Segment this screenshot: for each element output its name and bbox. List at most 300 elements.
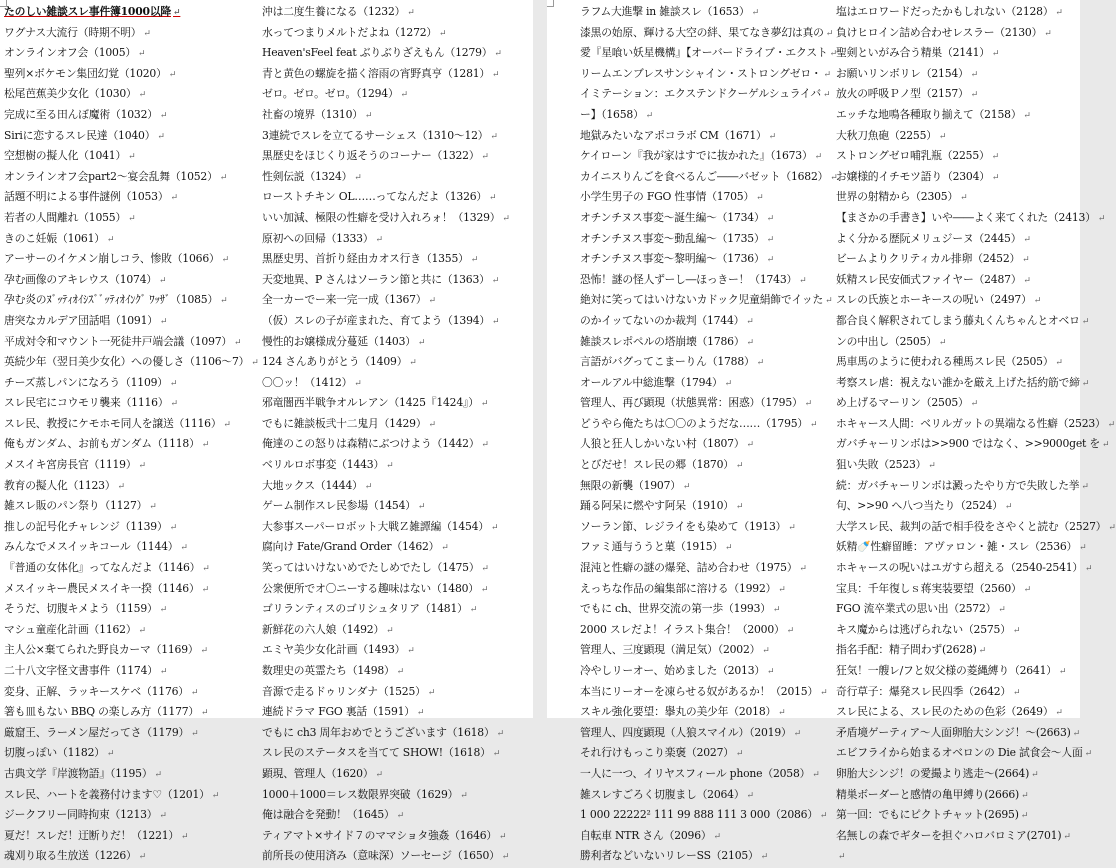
document-line-text: キス魔からは逃げられない（2575） <box>836 622 1011 636</box>
paragraph-mark-icon: ↵ <box>211 790 220 801</box>
document-line-text: スレ民宅にコウモリ襲来（1116） <box>4 396 169 410</box>
document-line-text: 話題不明による事件謎例（1053） <box>4 190 169 204</box>
paragraph-mark-icon: ↵ <box>1058 667 1067 677</box>
document-line-text: 人狼と狂人しかいない村（1807） <box>580 437 745 451</box>
document-line-text: エッチな地鳴各種取り揃えて（2158） <box>836 107 1022 121</box>
document-line <box>836 311 1090 332</box>
document-line <box>836 805 1080 826</box>
document-line-text: でもに ch3 周年おめでとうございます（1618） <box>262 725 495 739</box>
paragraph-mark-icon: ↵ <box>1023 584 1031 595</box>
paragraph-mark-icon: ↵ <box>396 667 404 677</box>
paragraph-mark-icon: ↵ <box>1102 440 1110 451</box>
document-line <box>4 290 252 311</box>
document-line <box>4 270 252 291</box>
document-line-text: とびだせ！スレ民の郷（1870） <box>580 458 734 472</box>
paragraph-mark-icon: ↵ <box>396 811 404 822</box>
document-line <box>4 84 252 105</box>
paragraph-mark-icon: ↵ <box>829 49 837 60</box>
document-line-text: リームエンブレスサンシャイン・ストロングゼロ・ <box>580 66 822 80</box>
document-line <box>4 661 252 682</box>
document-line <box>4 764 252 785</box>
document-line-text: 邪竜闇西半戦争オルレアン（1425『1424』） <box>262 396 479 410</box>
document-line <box>836 620 1080 641</box>
document-line-text: 水ってつまりメルトだよね（1272） <box>262 25 438 39</box>
paragraph-mark-icon: ↵ <box>1033 296 1042 307</box>
paragraph-mark-icon: ↵ <box>460 790 468 801</box>
document-line-text: 絶対に笑ってはいけないカドック児童絹飾でイッた <box>580 293 824 307</box>
document-line-text: 切腹っぽい（1182） <box>4 746 105 760</box>
document-line-text: 勝利者などいないリレーSS（2105） <box>580 849 759 863</box>
document-line-text: アーサーのイケメン崩しコラ、惨敗（1066） <box>4 252 220 266</box>
paragraph-mark-icon: ↵ <box>786 625 794 636</box>
paragraph-mark-icon: ↵ <box>1021 790 1029 801</box>
document-line <box>4 805 252 826</box>
paragraph-mark-icon: ↵ <box>492 316 500 327</box>
document-line-text: エミヤ美少女化計画（1493） <box>262 643 406 657</box>
paragraph-mark-icon: ↵ <box>190 687 199 698</box>
paragraph-mark-icon: ↵ <box>682 481 691 492</box>
paragraph-mark-icon: ↵ <box>480 584 489 595</box>
document-line-text: お嬢様的イチモツ語り（2304） <box>836 169 990 183</box>
document-line <box>262 476 530 497</box>
paragraph-mark-icon: ↵ <box>386 625 394 636</box>
document-line <box>836 599 1080 620</box>
paragraph-mark-icon: ↵ <box>1081 316 1090 327</box>
paragraph-mark-icon: ↵ <box>1084 749 1092 760</box>
document-line <box>4 43 252 64</box>
document-line <box>4 105 252 126</box>
paragraph-mark-icon: ↵ <box>138 90 146 101</box>
paragraph-mark-icon: ↵ <box>441 543 449 554</box>
document-line <box>262 805 530 826</box>
paragraph-mark-icon: ↵ <box>1107 419 1115 430</box>
document-line-text: 大地ックス（1444） <box>262 478 363 492</box>
document-line <box>262 682 530 703</box>
paragraph-mark-icon: ↵ <box>201 440 210 451</box>
document-line <box>580 146 832 167</box>
document-line-text: 無限の新襲（1907） <box>580 478 681 492</box>
document-line <box>580 23 832 44</box>
paragraph-mark-icon: ↵ <box>492 749 501 760</box>
document-line <box>580 208 832 229</box>
paragraph-mark-icon: ↵ <box>1108 522 1116 533</box>
paragraph-mark-icon: ↵ <box>170 399 178 410</box>
document-line-text: 厳窟王、ラーメン屋だってさ（1179） <box>4 725 190 739</box>
paragraph-mark-icon: ↵ <box>409 358 417 369</box>
document-line <box>4 2 252 23</box>
document-line <box>580 249 832 270</box>
document-line <box>262 332 530 353</box>
paragraph-mark-icon: ↵ <box>159 667 168 677</box>
paragraph-mark-icon: ↵ <box>490 522 499 533</box>
document-line <box>836 2 1080 23</box>
document-line-text: 『普通の女体化』ってなんだよ（1146） <box>4 561 201 575</box>
document-line-text: 1000＋1000＝レス数限界突破（1629） <box>262 787 459 801</box>
document-line <box>836 187 1080 208</box>
paragraph-mark-icon: ↵ <box>386 461 394 472</box>
document-line-text: 混沌と性癖の謎の爆発、詰め合わせ（1975） <box>580 561 798 575</box>
document-line-text: 沖は二度生養になる（1232） <box>262 5 406 18</box>
paragraph-mark-icon: ↵ <box>481 440 489 451</box>
document-line <box>262 599 530 620</box>
document-line-text: のかイッてないのか裁判（1744） <box>580 313 745 327</box>
paragraph-mark-icon: ↵ <box>417 502 426 513</box>
document-line <box>580 229 832 250</box>
document-line-text: ガバチャーリンボは>>900 ではなく、>>9000get を <box>836 437 1100 451</box>
paragraph-mark-icon: ↵ <box>169 522 177 533</box>
document-line-text: 箸も皿もない BBQ の楽しみ方（1177） <box>4 705 200 719</box>
document-line <box>836 846 1080 867</box>
paragraph-mark-icon: ↵ <box>138 852 146 863</box>
paragraph-mark-icon: ↵ <box>938 337 947 348</box>
paragraph-mark-icon: ↵ <box>407 646 415 657</box>
document-line-text: FGO 流卒業式の思い出（2572） <box>836 602 997 616</box>
document-line <box>262 126 530 147</box>
document-line <box>836 537 1087 558</box>
document-line <box>580 2 832 23</box>
document-line-text: 踊る阿呆に燃やす阿呆（1910） <box>580 499 734 513</box>
paragraph-mark-icon: ↵ <box>400 90 408 101</box>
document-line-text: 一人に一つ、イリヤスフィール phone（2058） <box>580 766 811 780</box>
document-line <box>580 702 832 723</box>
paragraph-mark-icon: ↵ <box>812 769 820 780</box>
paragraph-mark-icon: ↵ <box>173 8 181 18</box>
document-line <box>4 249 252 270</box>
document-line-text: 放火の呼吸Ｐノ型（2157） <box>836 87 969 101</box>
paragraph-mark-icon: ↵ <box>191 728 199 739</box>
document-line <box>262 105 530 126</box>
document-line <box>836 64 1080 85</box>
document-line-text: 宝具：千年復しｓ蒋実装要望（2560） <box>836 581 1022 595</box>
document-line <box>4 64 252 85</box>
paragraph-mark-icon: ↵ <box>489 193 497 204</box>
document-line-text: 俺達のこの怒りは森精にぶつけよう（1442） <box>262 437 480 451</box>
paragraph-mark-icon: ↵ <box>814 152 822 163</box>
document-line <box>4 517 252 538</box>
document-line-text: 教育の擬人化（1123） <box>4 478 116 492</box>
document-line <box>4 743 252 764</box>
document-line-text: Siriに恋するスレ民達（1040） <box>4 128 156 142</box>
paragraph-mark-icon: ↵ <box>481 564 489 575</box>
paragraph-mark-icon: ↵ <box>799 275 807 286</box>
document-line <box>4 229 252 250</box>
document-line <box>580 187 832 208</box>
paragraph-mark-icon: ↵ <box>1023 275 1031 286</box>
document-line-text: 公衆便所でオ〇ニーする趣味はない（1480） <box>262 581 479 595</box>
document-line <box>836 785 1080 806</box>
document-page-right <box>547 0 1116 863</box>
paragraph-mark-icon: ↵ <box>375 234 383 245</box>
paragraph-mark-icon: ↵ <box>998 605 1006 616</box>
paragraph-mark-icon: ↵ <box>499 831 507 842</box>
document-line <box>836 208 1106 229</box>
document-line <box>262 23 530 44</box>
document-line <box>262 270 530 291</box>
document-line-text: スキル強化要望：擧丸の美少年（2018） <box>580 705 777 719</box>
document-line <box>580 84 832 105</box>
text-column-left-1 <box>4 2 259 867</box>
document-line-text: 精巣ボーダーと感情の亀甲縛り(2666) <box>836 787 1020 801</box>
document-line-text: 主人公×棄てられた野良カーマ（1169） <box>4 643 199 657</box>
document-line-text: 青と黄色の螺旋を描く溶雨の宵野真亨（1281） <box>262 66 491 80</box>
document-line-text: 管理人、再び顕現（状態異常：困惑）（1795） <box>580 396 803 410</box>
document-line-text: 名無しの森でギターを担ぐハロバロミア(2701) <box>836 828 1062 842</box>
paragraph-mark-icon: ↵ <box>645 110 654 121</box>
document-line <box>262 723 530 744</box>
document-line <box>4 23 252 44</box>
document-line <box>262 558 530 579</box>
document-line <box>580 455 832 476</box>
document-line-text: （仮）スレの子が産まれた、育てよう（1394） <box>262 313 491 327</box>
paragraph-mark-icon: ↵ <box>143 28 151 39</box>
document-line-text: 変身、正解、ラッキースケベ（1176） <box>4 684 189 698</box>
document-line-text: ローストチキン OL……ってなんだよ（1326） <box>262 190 488 204</box>
document-line <box>580 661 832 682</box>
document-line <box>4 846 252 867</box>
paragraph-mark-icon: ↵ <box>364 481 373 492</box>
document-line-text: 続：ガバチャーリンボは澱ったやり方で失敗した挙 <box>836 478 1080 492</box>
document-line <box>836 455 1080 476</box>
document-line <box>836 229 1080 250</box>
text-column-right-2 <box>836 2 1116 867</box>
document-line-text: でもに雑談板弐十二鬼月（1429） <box>262 416 427 430</box>
document-line <box>580 311 832 332</box>
document-line-text: オチンチヌス事変～誕生編～（1734） <box>580 210 765 224</box>
paragraph-mark-icon: ↵ <box>766 234 774 245</box>
paragraph-mark-icon: ↵ <box>1022 255 1030 266</box>
document-line-text: 雑スレすごろく切腹まし（2064） <box>580 787 745 801</box>
paragraph-mark-icon: ↵ <box>1079 543 1087 554</box>
document-line-text: 塩はエロワードだったかもしれない（2128） <box>836 5 1054 18</box>
paragraph-mark-icon: ↵ <box>149 502 157 513</box>
document-line <box>836 661 1080 682</box>
paragraph-mark-icon: ↵ <box>1031 769 1039 780</box>
document-line-text: ベリルロボ事変（1443） <box>262 458 385 472</box>
document-line-text: 第一回：でもにピクトチャット(2695) <box>836 808 1019 822</box>
document-line-text: 魂刈り取る生放送（1226） <box>4 849 137 863</box>
document-line-text: ファミ通与ううと菓（1915） <box>580 540 724 554</box>
document-line-text: 夏だ！スレだ！迂断りだ！（1221） <box>4 828 180 842</box>
document-line-text: イミテーション：エクステンドクーゲルシュライバ <box>580 87 821 101</box>
document-line <box>580 332 832 353</box>
paragraph-mark-icon: ↵ <box>938 131 947 142</box>
document-line <box>836 517 1116 538</box>
document-line <box>4 187 252 208</box>
document-line-text: 音源で走るドゥリンダナ（1525） <box>262 684 426 698</box>
paragraph-mark-icon: ↵ <box>735 502 744 513</box>
document-line <box>4 476 252 497</box>
document-line-text: め上げるマーリン（2505） <box>836 396 969 410</box>
paragraph-mark-icon: ↵ <box>1012 625 1021 636</box>
paragraph-mark-icon: ↵ <box>793 728 801 739</box>
paragraph-mark-icon: ↵ <box>788 522 796 533</box>
document-line-text: スレ民による、スレ民のための色彩（2649） <box>836 705 1054 719</box>
document-line-text: 漆黒の始原、輝ける大空の絆、果てなき夢幻は真の <box>580 25 824 39</box>
paragraph-mark-icon: ↵ <box>760 852 768 863</box>
paragraph-mark-icon: ↵ <box>220 296 228 307</box>
document-line <box>4 640 252 661</box>
paragraph-mark-icon: ↵ <box>799 564 807 575</box>
document-line-text: 妖精🍼性癖留睡：アヴァロン・雑・スレ（2536） <box>836 540 1078 554</box>
document-line <box>836 126 1080 147</box>
document-line <box>836 167 1080 188</box>
document-line-text: 松尾芭蕉美少女化（1030） <box>4 87 137 101</box>
document-line <box>262 229 530 250</box>
page-corner-mark <box>547 0 554 7</box>
document-line <box>262 187 530 208</box>
document-line-text: オンラインオフ会（1005） <box>4 46 136 60</box>
document-line-text: 俺は融合を発動！（1645） <box>262 808 395 822</box>
paragraph-mark-icon: ↵ <box>138 49 146 60</box>
document-line <box>836 43 1080 64</box>
document-line <box>4 682 252 703</box>
document-line <box>836 476 1089 497</box>
document-line <box>836 352 1080 373</box>
paragraph-mark-icon: ↵ <box>823 69 831 80</box>
document-line-text: 3連続でスレを立てるサーシェス（1310～12） <box>262 128 489 142</box>
document-line-text: でもに ch、世界交流の第一歩（1993） <box>580 602 771 616</box>
document-line <box>4 702 252 723</box>
document-line <box>4 167 252 188</box>
paragraph-mark-icon: ↵ <box>416 708 425 719</box>
document-line <box>580 723 832 744</box>
paragraph-mark-icon: ↵ <box>1081 378 1090 389</box>
paragraph-mark-icon: ↵ <box>106 749 115 760</box>
document-line <box>580 352 832 373</box>
document-line <box>4 393 252 414</box>
document-line <box>262 290 530 311</box>
document-line-text: ビームよりクリティカル排卵（2452） <box>836 252 1021 266</box>
document-line <box>580 599 832 620</box>
document-line-text: 負けヒロイン詰め合わせレスラー（2130） <box>836 25 1043 39</box>
document-line <box>262 579 530 600</box>
document-line-text: 若者の人間離れ（1055） <box>4 210 127 224</box>
document-line <box>4 146 252 167</box>
paragraph-mark-icon: ↵ <box>746 316 754 327</box>
paragraph-mark-icon: ↵ <box>417 337 426 348</box>
paragraph-mark-icon: ↵ <box>428 296 436 307</box>
document-line-text: 性剣伝説（1324） <box>262 169 353 183</box>
document-line-text: 前所長の使用済み（意味深）ソーセージ（1650） <box>262 849 500 863</box>
document-line-text: えっちな作品の編集部に溶ける（1992） <box>580 581 777 595</box>
document-line <box>262 743 530 764</box>
document-line <box>836 414 1115 435</box>
paragraph-mark-icon: ↵ <box>494 49 502 60</box>
document-line-text: 地獄みたいなアポコラボ CM（1671） <box>580 128 767 142</box>
document-line-text: 妖精スレ民安価式ファイヤー（2487） <box>836 272 1022 286</box>
paragraph-mark-icon: ↵ <box>1081 481 1089 492</box>
document-line-text: 笑ってはいけないめでたしめでたし（1475） <box>262 561 480 575</box>
paragraph-mark-icon: ↵ <box>1055 708 1063 719</box>
paragraph-mark-icon: ↵ <box>251 358 259 369</box>
paragraph-mark-icon: ↵ <box>1072 728 1080 739</box>
document-line <box>4 826 252 847</box>
paragraph-mark-icon: ↵ <box>725 543 733 554</box>
document-line <box>836 496 1080 517</box>
paragraph-mark-icon: ↵ <box>1004 502 1013 513</box>
paragraph-mark-icon: ↵ <box>978 646 987 657</box>
document-line <box>580 105 832 126</box>
document-line-text: チーズ蒸しパンになろう（1109） <box>4 375 168 389</box>
paragraph-mark-icon: ↵ <box>490 131 498 142</box>
document-line <box>836 393 1080 414</box>
paragraph-mark-icon: ↵ <box>970 69 978 80</box>
document-line-text: オンラインオフ会part2～宴会乱舞（1052） <box>4 169 218 183</box>
paragraph-mark-icon: ↵ <box>159 811 167 822</box>
document-line-text: たのしい雑談スレ事件簿1000以降 <box>4 5 172 18</box>
document-line-text: 愛『星喰い妖星機構』【オーバードライブ・エクスト <box>580 46 828 60</box>
document-line <box>4 311 252 332</box>
paragraph-mark-icon: ↵ <box>756 358 764 369</box>
paragraph-mark-icon: ↵ <box>819 811 828 822</box>
paragraph-mark-icon: ↵ <box>469 605 478 616</box>
document-line-text: ンの中出し（2505） <box>836 334 937 348</box>
document-line-text: 狂気！一艘レ/フと奴父様の菱縄縛り（2641） <box>836 664 1057 677</box>
paragraph-mark-icon: ↵ <box>1020 811 1029 822</box>
paragraph-mark-icon: ↵ <box>201 708 209 719</box>
document-line-text: ジークフリー同時拘束（1213） <box>4 808 158 822</box>
document-line <box>836 702 1080 723</box>
document-line <box>262 208 530 229</box>
paragraph-mark-icon: ↵ <box>354 378 362 389</box>
document-line <box>4 496 252 517</box>
document-line-text: 俺もガンダム、お前もガンダム（1118） <box>4 437 200 451</box>
document-line-text: 顕現、管理人（1620） <box>262 766 374 780</box>
paragraph-mark-icon: ↵ <box>502 213 510 224</box>
document-line <box>580 434 832 455</box>
paragraph-mark-icon: ↵ <box>157 131 165 142</box>
document-line <box>4 332 252 353</box>
paragraph-mark-icon: ↵ <box>713 831 721 842</box>
document-line-text: マシュ童産化計画（1162） <box>4 622 137 636</box>
document-line-text: 恐怖！謎の怪人ずーし―ほっきー！（1743） <box>580 272 798 286</box>
paragraph-mark-icon: ↵ <box>970 399 978 410</box>
paragraph-mark-icon: ↵ <box>766 667 775 677</box>
document-line-text: 本当にリーオーを凍らせる奴があるか！（2015） <box>580 684 819 698</box>
document-line-text: カイニスりんごを食べるんご――バゼット（1682） <box>580 169 829 183</box>
document-line-text: 雑スレ販のパン祭り（1127） <box>4 499 148 513</box>
document-line-text: ホキャース人間：ベリルガットの異端なる性癖（2523） <box>836 416 1106 430</box>
document-line-text: 空想樹の擬人化（1041） <box>4 149 127 163</box>
document-line-text: 聖剣といがみ合う精巣（2141） <box>836 46 990 60</box>
text-column-right-1 <box>580 2 838 867</box>
document-line-text: 大学スレ民、裁判の話で相手役をさやくと読む（2527） <box>836 519 1107 533</box>
document-line <box>262 311 530 332</box>
document-line-text: 二十八文字怪文書事件（1174） <box>4 664 158 677</box>
document-line <box>580 846 832 867</box>
document-line-text: ワグナス大流行（時期不明） <box>4 25 142 39</box>
document-line <box>580 126 832 147</box>
paragraph-mark-icon: ↵ <box>810 419 818 430</box>
document-line-text: 2000 スレだよ！イラスト集合！（2000） <box>580 622 785 636</box>
paragraph-mark-icon: ↵ <box>180 543 188 554</box>
text-column-left-2 <box>262 2 530 867</box>
paragraph-mark-icon: ↵ <box>221 255 229 266</box>
document-line-text: メスイッキー農民メスイキ一揆（1146） <box>4 581 200 595</box>
document-line <box>836 105 1080 126</box>
paragraph-mark-icon: ↵ <box>428 419 436 430</box>
document-line-text: 黒歴史をほじくり返そうのコーナー（1322） <box>262 149 480 163</box>
paragraph-mark-icon: ↵ <box>106 234 115 245</box>
paragraph-mark-icon: ↵ <box>825 28 834 39</box>
paragraph-mark-icon: ↵ <box>219 172 228 183</box>
document-line-text: 馬車馬のように使われる種馬スレ民（2505） <box>836 355 1054 369</box>
document-line-text: 英続少年（翌日美少女化）への優しさ（1106～7） <box>4 355 250 369</box>
document-line <box>836 249 1080 270</box>
paragraph-mark-icon: ↵ <box>138 461 146 472</box>
document-line <box>580 682 832 703</box>
document-line <box>836 743 1092 764</box>
